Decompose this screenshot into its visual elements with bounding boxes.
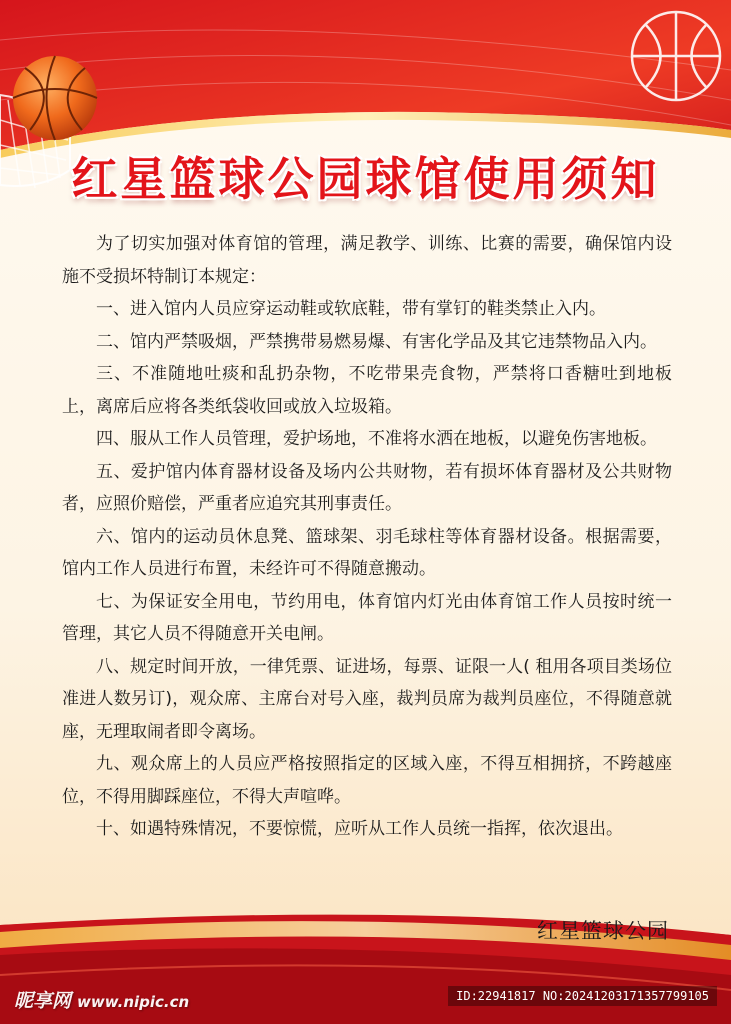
basketball-icon: [13, 56, 97, 140]
rule-item: 一、进入馆内人员应穿运动鞋或软底鞋，带有掌钉的鞋类禁止入内。: [96, 299, 606, 319]
signature: 红星篮球公园: [537, 919, 669, 943]
page-title: 红星篮球公园球馆使用须知: [71, 152, 660, 206]
watermark-logo: [14, 986, 189, 1013]
rule-item: 九、观众席上的人员应严格按照指定的区域入座，不得互相拥挤，不跨越座位，不得用脚踩座位，不得大声喧哗。: [62, 754, 672, 807]
rules-body: [62, 228, 672, 846]
basketball-outline-icon: [632, 12, 720, 100]
intro-paragraph: 为了切实加强对体育馆的管理，满足教学、训练、比赛的需要，确保馆内设施不受损坏特制订本规定：: [62, 234, 672, 287]
rule-item: 五、爱护馆内体育器材设备及场内公共财物，若有损坏体育器材及公共财物者，应照价赔偿，严重者应追究其刑事责任。: [62, 461, 672, 514]
watermark-logo-text: 昵享网: [14, 990, 72, 1012]
rule-item: 二、馆内严禁吸烟，严禁携带易燃易爆、有害化学品及其它违禁物品入内。: [96, 331, 657, 352]
rule-item: 十、如遇特殊情况，不要惊慌，应听从工作人员统一指挥，依次退出。: [96, 819, 623, 839]
rule-item: 六、馆内的运动员休息凳、篮球架、羽毛球柱等体育器材设备。根据需要，馆内工作人员进行布置，未经许可不得随意搬动。: [62, 526, 672, 579]
rule-item: 八、规定时间开放，一律凭票、证进场，每票、证限一人( 租用各项目类场位准进人数另订)，观众席、主席台对号入座，裁判员席为裁判员座位，不得随意就座，无理取闹者即令离场。: [62, 656, 672, 742]
watermark-id: ID:22941817 NO:20241203171357799105: [448, 986, 717, 1006]
rule-item: 三、不准随地吐痰和乱扔杂物，不吃带果壳食物，严禁将口香糖吐到地板上，离席后应将各类纸袋收回或放入垃圾箱。: [62, 364, 672, 417]
rule-item: 七、为保证安全用电，节约用电，体育馆内灯光由体育馆工作人员按时统一管理，其它人员不得随意开关电闸。: [62, 591, 672, 644]
watermark-site: www.nipic.cn: [77, 993, 190, 1011]
rule-item: 四、服从工作人员管理，爱护场地，不准将水洒在地板，以避免伤害地板。: [96, 429, 657, 449]
